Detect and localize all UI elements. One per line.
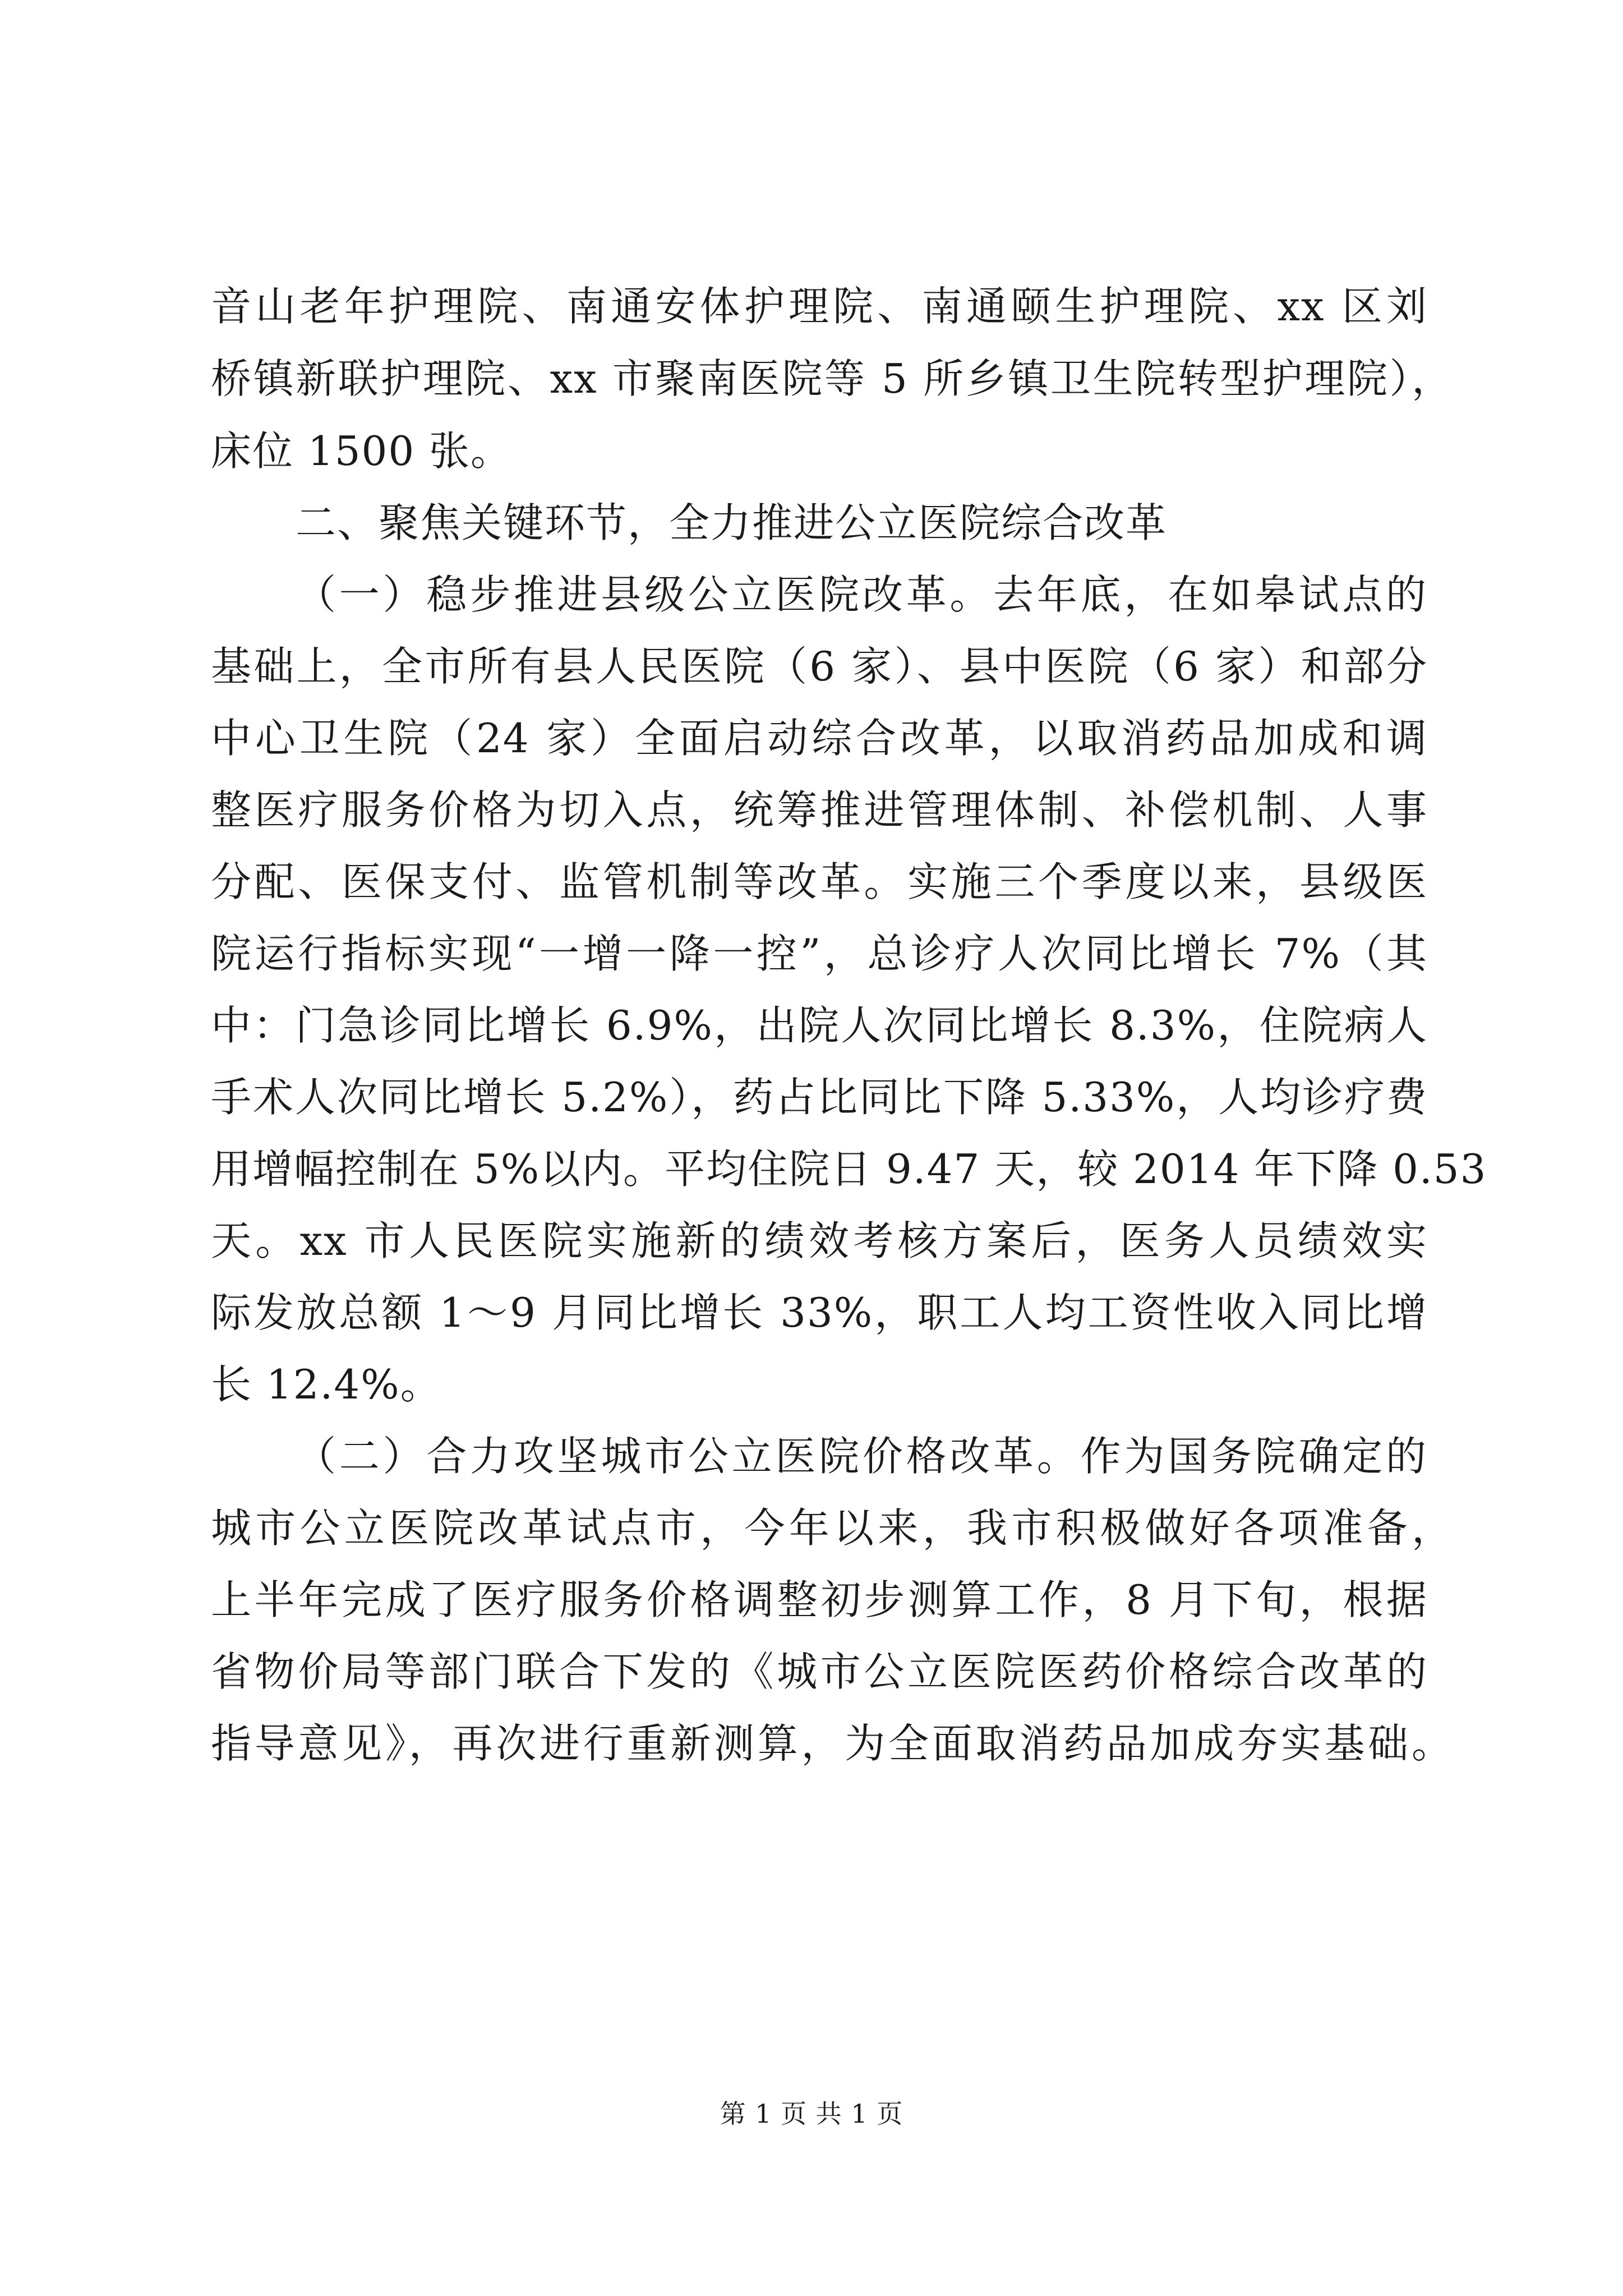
text-line: 整医疗服务价格为切入点，统筹推进管理体制、补偿机制、人事 (211, 786, 1428, 834)
text-line: 床位 1500 张。 (211, 427, 513, 475)
text-line: 中：门急诊同比增长 6.9%，出院人次同比增长 8.3%，住院病人 (211, 1002, 1428, 1049)
text-line: （一）稳步推进县级公立医院改革。去年底，在如皋试点的 (296, 571, 1427, 618)
text-line: 指导意见》，再次进行重新测算，为全面取消药品加成夯实基础。 (211, 1720, 1453, 1767)
page-number-footer: 第 1 页 共 1 页 (720, 2099, 903, 2129)
text-line: 院运行指标实现“一增一降一控”，总诊疗人次同比增长 7%（其 (211, 930, 1428, 977)
text-line: 手术人次同比增长 5.2%），药占比同比下降 5.33%，人均诊疗费 (211, 1074, 1428, 1121)
text-line: 上半年完成了医疗服务价格调整初步测算工作，8 月下旬，根据 (211, 1576, 1428, 1623)
text-line: 分配、医保支付、监管机制等改革。实施三个季度以来，县级医 (211, 858, 1428, 905)
text-line: 桥镇新联护理院、xx 市聚南医院等 5 所乡镇卫生院转型护理院）， (211, 355, 1453, 402)
text-line: 天。xx 市人民医院实施新的绩效考核方案后，医务人员绩效实 (211, 1217, 1428, 1264)
text-line: 城市公立医院改革试点市，今年以来，我市积极做好各项准备， (211, 1504, 1453, 1552)
text-line: 音山老年护理院、南通安体护理院、南通颐生护理院、xx 区刘 (211, 283, 1428, 330)
text-line: （二）合力攻坚城市公立医院价格改革。作为国务院确定的 (296, 1433, 1427, 1480)
text-line: 中心卫生院（24 家）全面启动综合改革，以取消药品加成和调 (211, 715, 1428, 762)
text-line: 际发放总额 1～9 月同比增长 33%，职工人均工资性收入同比增 (211, 1289, 1428, 1336)
text-line: 用增幅控制在 5%以内。平均住院日 9.47 天，较 2014 年下降 0.53 (211, 1145, 1487, 1193)
text-line: 基础上，全市所有县人民医院（6 家）、县中医院（6 家）和部分 (211, 643, 1428, 690)
section-heading: 二、聚焦关键环节，全力推进公立医院综合改革 (296, 499, 1168, 546)
text-line: 省物价局等部门联合下发的《城市公立医院医药价格综合改革的 (211, 1648, 1428, 1695)
text-line: 长 12.4%。 (211, 1361, 442, 1408)
